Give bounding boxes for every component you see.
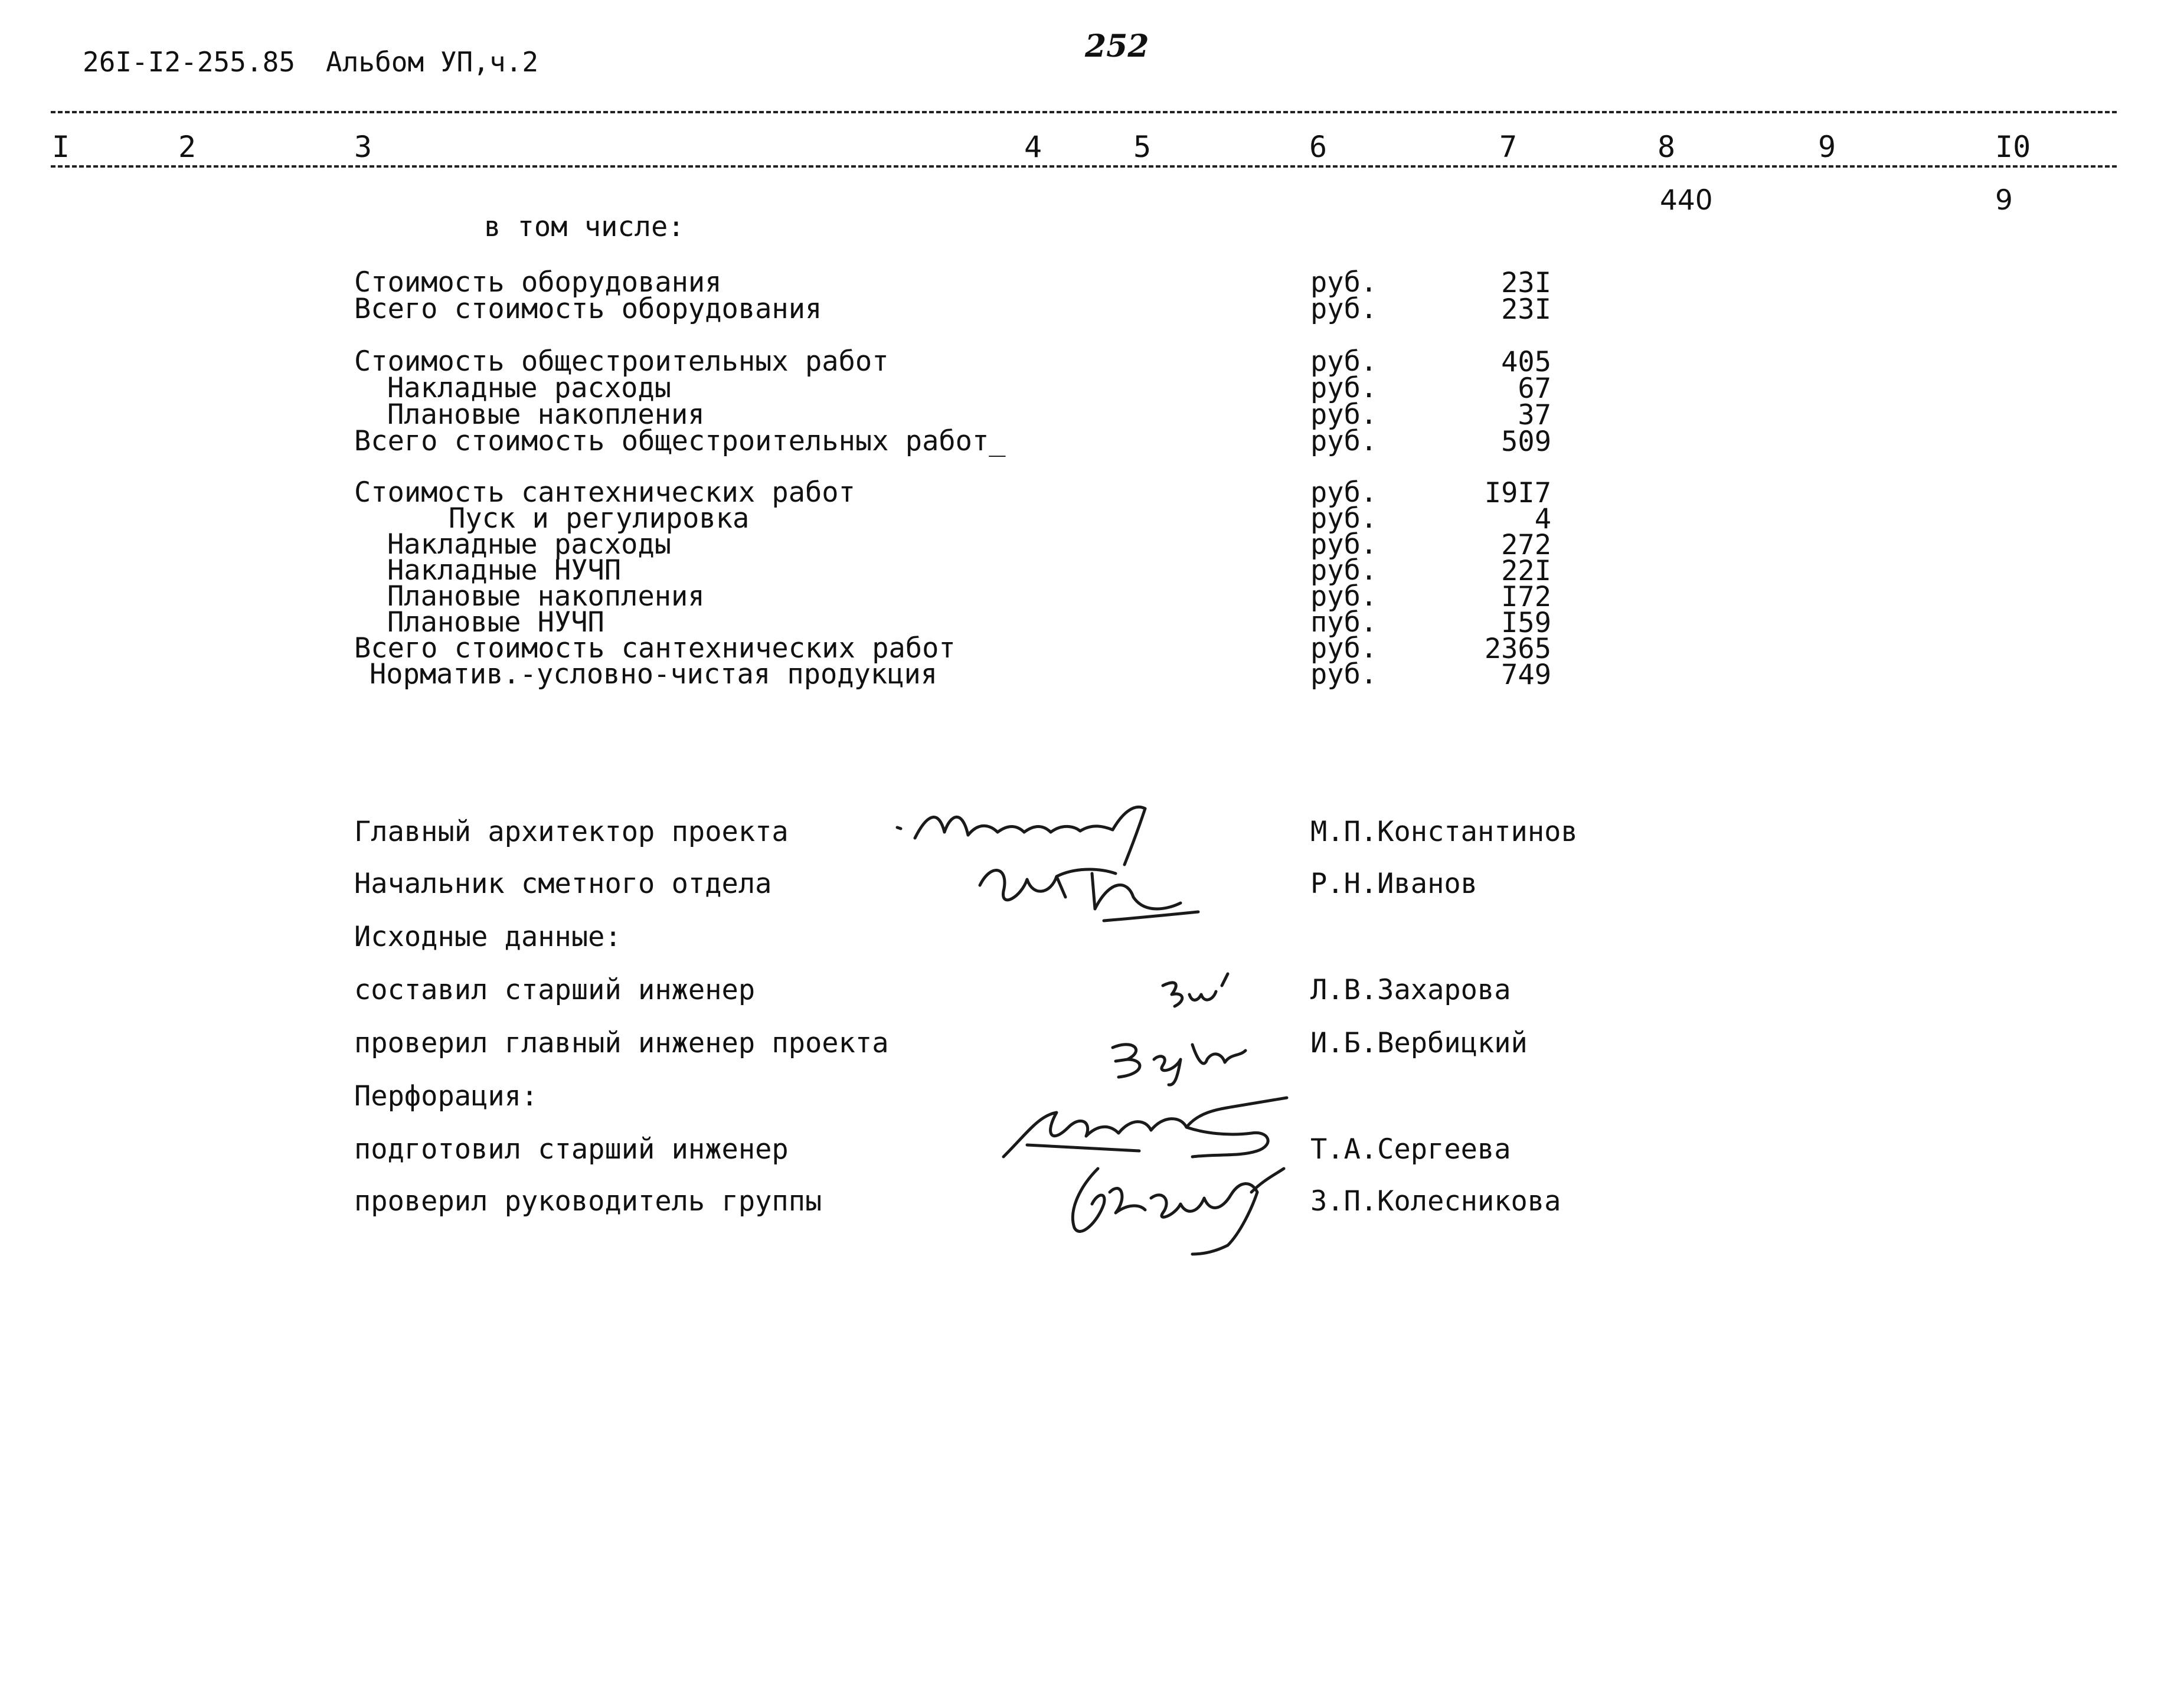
- column-number: 5: [1133, 130, 1152, 164]
- row-label: Накладные расходы: [387, 372, 672, 404]
- row-value: 23I: [1501, 267, 1551, 299]
- row-label: Плановые НУЧП: [387, 606, 604, 639]
- row-value: 272: [1501, 529, 1551, 561]
- row-label: Плановые накопления: [387, 580, 705, 613]
- intro-text: в том числе:: [484, 211, 685, 243]
- column-number: I0: [1995, 130, 2031, 164]
- row-label: Всего стоимость общестроительных работ_: [354, 425, 1006, 457]
- row-value: I72: [1501, 581, 1551, 613]
- document-code: 26I-I2-255.85: [83, 46, 296, 78]
- signature-name: М.П.Константинов: [1310, 816, 1578, 848]
- row-unit: руб.: [1310, 632, 1378, 665]
- column-number: 9: [1818, 130, 1836, 164]
- header-rule-top: [51, 111, 2117, 113]
- signature-scribble: [1157, 968, 1263, 1021]
- column-number: 4: [1024, 130, 1042, 164]
- signature-role: Главный архитектор проекта: [354, 816, 789, 848]
- row-unit: руб.: [1310, 580, 1378, 613]
- row-unit: руб.: [1310, 528, 1378, 561]
- row-value: 67: [1518, 372, 1551, 405]
- row-label: Накладные НУЧП: [387, 554, 622, 587]
- col10-value: 9: [1995, 184, 2013, 217]
- column-number: 8: [1657, 130, 1676, 164]
- col8-value: 440: [1660, 184, 1713, 217]
- row-value: 37: [1518, 399, 1551, 431]
- row-value: 405: [1501, 346, 1551, 378]
- row-unit: руб.: [1310, 372, 1378, 404]
- signature-role: составил старший инженер: [354, 974, 756, 1006]
- signature-section-heading: Перфорация:: [354, 1080, 538, 1113]
- row-label: Стоимость общестроительных работ: [354, 345, 889, 378]
- column-number: 2: [178, 130, 197, 164]
- row-value: 2365: [1484, 633, 1551, 665]
- row-unit: руб.: [1310, 658, 1378, 691]
- signature-role: Начальник сметного отдела: [354, 868, 772, 900]
- page-number: 252: [1085, 28, 1149, 64]
- row-unit: руб.: [1310, 502, 1378, 535]
- signature-role: проверил главный инженер проекта: [354, 1027, 889, 1059]
- row-unit: руб.: [1310, 476, 1378, 509]
- row-unit: руб.: [1310, 266, 1378, 299]
- row-unit: руб.: [1310, 293, 1378, 325]
- row-unit: пуб.: [1310, 606, 1378, 639]
- signature-role: подготовил старший инженер: [354, 1133, 789, 1166]
- row-unit: руб.: [1310, 345, 1378, 378]
- column-number: 6: [1309, 130, 1328, 164]
- row-unit: руб.: [1310, 425, 1378, 457]
- row-label: Норматив.-условно-чистая продукция: [370, 658, 938, 691]
- row-label: Всего стоимость сантехнических работ: [354, 632, 956, 665]
- row-value: I9I7: [1484, 477, 1551, 509]
- row-value: 509: [1501, 426, 1551, 458]
- row-value: I59: [1501, 607, 1551, 639]
- row-value: 4: [1534, 503, 1551, 535]
- row-value: 23I: [1501, 293, 1551, 326]
- signature-name: Л.В.Захарова: [1310, 974, 1511, 1006]
- signature-section-heading: Исходные данные:: [354, 921, 622, 953]
- column-number: I: [52, 130, 70, 164]
- header-rule-bottom: [51, 165, 2117, 168]
- row-value: 749: [1501, 659, 1551, 691]
- signature-name: И.Б.Вербицкий: [1310, 1027, 1528, 1059]
- signature-name: Р.Н.Иванов: [1310, 868, 1477, 900]
- signature-scribble: [968, 850, 1216, 927]
- signature-scribble: [1062, 1157, 1293, 1257]
- signature-role: проверил руководитель группы: [354, 1185, 822, 1218]
- column-number: 3: [354, 130, 372, 164]
- row-unit: руб.: [1310, 554, 1378, 587]
- row-label: Плановые накопления: [387, 398, 705, 431]
- column-number: 7: [1499, 130, 1518, 164]
- row-label: Пуск и регулировка: [449, 502, 750, 535]
- row-label: Стоимость сантехнических работ: [354, 476, 855, 509]
- row-label: Накладные расходы: [387, 528, 672, 561]
- row-label: Стоимость оборудования: [354, 266, 722, 299]
- signature-scribble: [1104, 1027, 1263, 1086]
- row-unit: руб.: [1310, 398, 1378, 431]
- album-label: Альбом УП,ч.2: [326, 46, 539, 78]
- signature-name: З.П.Колесникова: [1310, 1185, 1561, 1218]
- row-label: Всего стоимость оборудования: [354, 293, 822, 325]
- signature-name: Т.А.Сергеева: [1310, 1133, 1511, 1166]
- row-value: 22I: [1501, 555, 1551, 587]
